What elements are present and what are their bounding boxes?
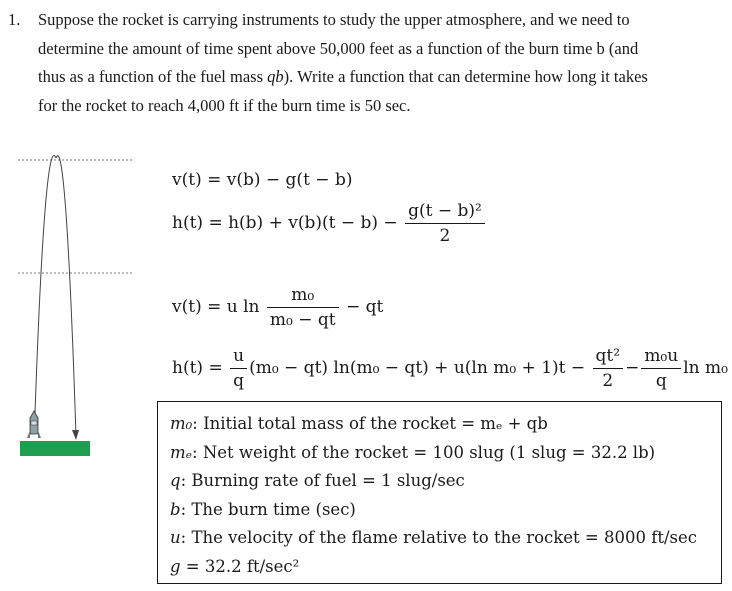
descent-arrowhead	[72, 430, 79, 440]
definition-symbol: g	[170, 556, 181, 576]
equation-height-during-burn-minus: −	[625, 358, 640, 378]
fraction-numerator: m₀	[267, 283, 339, 308]
fraction-m0u-over-q	[641, 344, 681, 393]
fraction-denominator: 2	[439, 226, 451, 246]
definition-text: : The velocity of the flame relative to the rocket = 8000 ft/sec	[180, 528, 698, 548]
equation-height-after-burn-lhs: h(t) = h(b) + v(b)(t − b) −	[172, 213, 398, 233]
definitions-box	[157, 401, 722, 584]
equation-height-after-burn	[172, 199, 487, 248]
fraction-denominator: q	[655, 371, 667, 391]
fraction-numerator: qt²	[593, 344, 624, 369]
definition-text: : Initial total mass of the rocket = mₑ + qb	[192, 414, 548, 433]
definition-row	[170, 439, 709, 468]
equation-velocity-after-burn	[172, 170, 352, 190]
definition-row	[170, 553, 709, 582]
equation-height-during-burn	[172, 344, 728, 393]
fraction-denominator: 2	[602, 371, 614, 391]
definition-row	[170, 524, 709, 553]
equation-velocity-during-burn-rhs: − qt	[346, 297, 384, 317]
problem-text-part1: Suppose the rocket is carrying instruments to study the upper atmosphere, and we need to determine the amount of time spent above 50,000 feet as a function of the burn time b (and thus as a function of the fuel mass	[38, 10, 639, 86]
equation-height-during-burn-middle: (m₀ − qt) ln(m₀ − qt) + u(ln m₀ + 1)t −	[249, 358, 586, 378]
problem-text-part2: ). Write a function that can determine how long it takes for the rocket to reach 4,000 ft if the burn time is 50 sec.	[38, 67, 648, 115]
definition-symbol: q	[170, 471, 181, 491]
descent-path	[56, 156, 76, 436]
problem-statement	[8, 6, 668, 120]
problem-text-qb: qb	[267, 67, 284, 86]
definition-row	[170, 496, 709, 525]
definition-text: : The burn time (sec)	[180, 499, 356, 519]
ascent-path	[35, 155, 56, 413]
definition-text: : Net weight of the rocket = 100 slug (1 slug = 32.2 lb)	[192, 442, 656, 462]
rocket-icon	[27, 411, 41, 438]
rocket-trajectory-figure	[0, 150, 150, 470]
definition-text: = 32.2 ft/sec²	[180, 556, 300, 576]
definition-text: : Burning rate of fuel = 1 slug/sec	[180, 471, 465, 491]
fraction-denominator: q	[233, 371, 245, 391]
equation-height-during-burn-lhs: h(t) =	[172, 358, 223, 378]
equation-height-during-burn-tail: ln m₀	[683, 358, 728, 378]
fraction-u-over-q	[230, 344, 247, 393]
definition-symbol: b	[170, 499, 181, 519]
fraction-numerator: g(t − b)²	[405, 199, 485, 224]
fraction-numerator: m₀u	[641, 344, 681, 369]
equation-velocity-during-burn-lhs: v(t) = u ln	[172, 297, 260, 317]
fraction-mass-ratio	[267, 283, 339, 332]
definition-symbol: u	[170, 528, 181, 548]
equation-velocity-during-burn	[172, 283, 383, 332]
definition-symbol: mₑ	[170, 442, 193, 462]
fraction-denominator: m₀ − qt	[269, 310, 336, 330]
fraction-numerator: u	[230, 344, 247, 369]
definition-symbol: m₀	[170, 414, 193, 433]
definition-row	[170, 410, 709, 439]
problem-text	[38, 6, 668, 120]
definition-row	[170, 467, 709, 496]
equation-velocity-after-burn-text: v(t) = v(b) − g(t − b)	[172, 170, 353, 190]
fraction-qt-squared-over-2	[593, 344, 624, 393]
fraction-g-t-b-squared	[405, 199, 485, 248]
problem-number: 1.	[8, 10, 21, 29]
ground-bar	[20, 441, 90, 456]
